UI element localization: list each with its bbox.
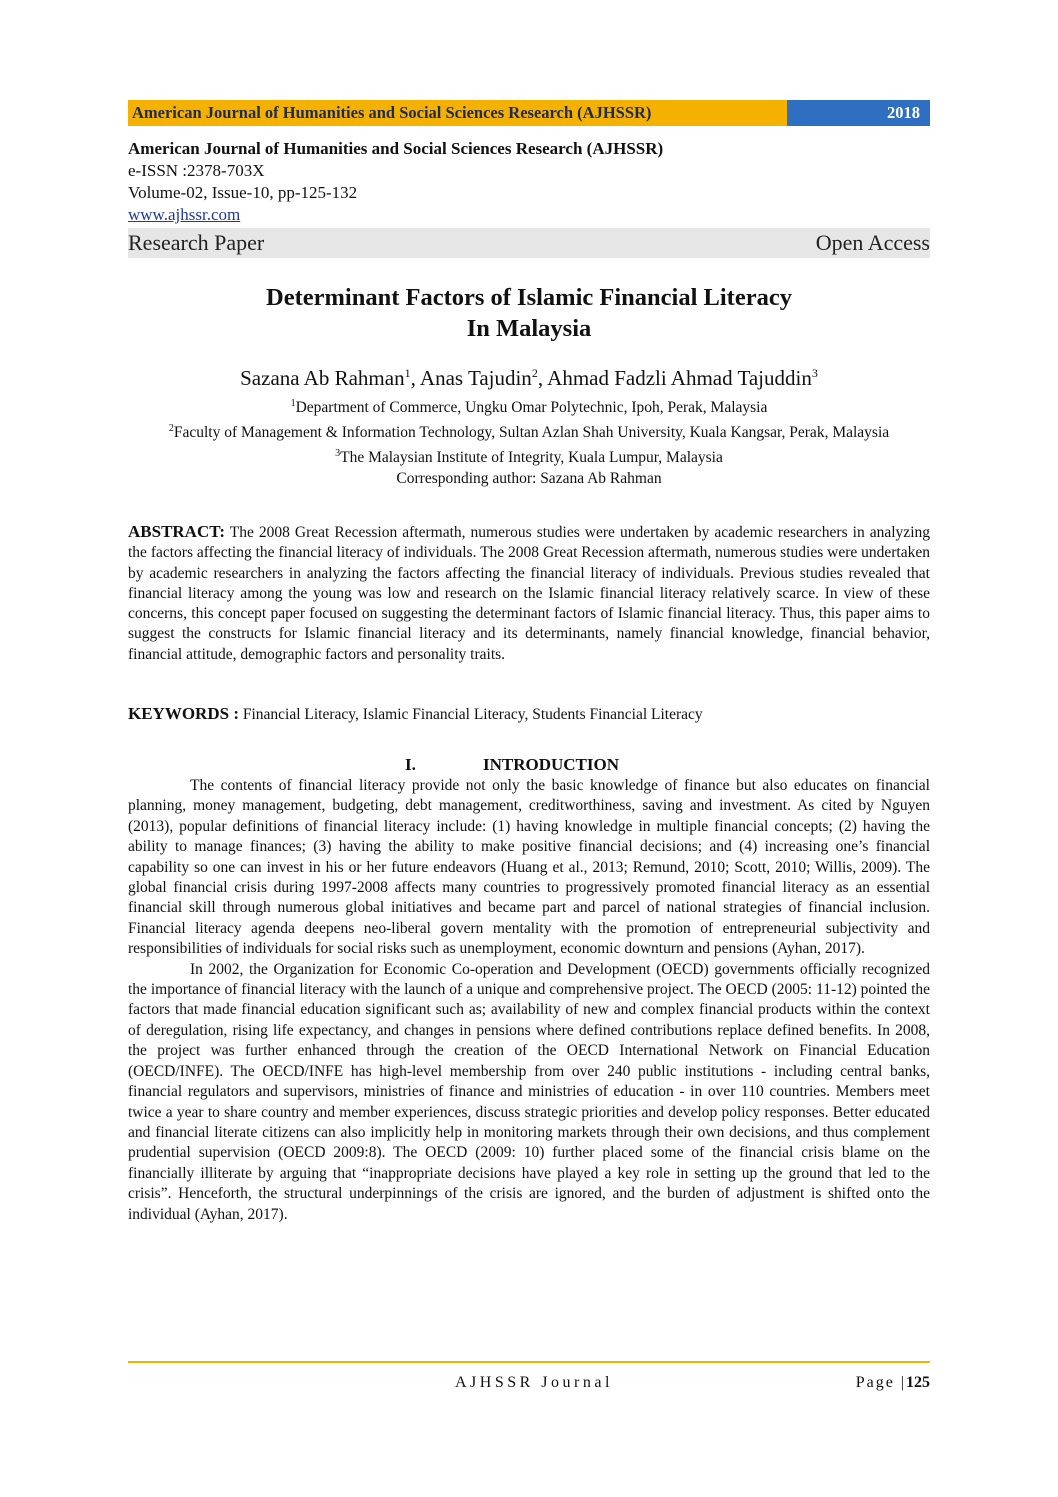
author-affiliation-mark: 3 (811, 366, 818, 380)
keywords (128, 704, 930, 724)
footer-journal: AJHSSR Journal (455, 1374, 613, 1391)
running-header-year: 2018 (787, 100, 930, 126)
journal-info (128, 138, 930, 226)
abstract (128, 522, 930, 665)
affiliation-text: Department of Commerce, Ungku Omar Polytechnic, Ipoh, Perak, Malaysia (295, 399, 768, 417)
paper-title-line-2: In Malaysia (466, 315, 592, 342)
affiliation (128, 443, 930, 468)
journal-eissn: e-ISSN :2378-703X (128, 161, 265, 180)
author-list (128, 366, 930, 391)
author-name: Sazana Ab Rahman (240, 366, 405, 390)
journal-name: American Journal of Humanities and Social Sciences Research (AJHSSR) (128, 139, 664, 158)
running-header-journal: American Journal of Humanities and Social Sciences Research (AJHSSR) (128, 100, 787, 126)
keywords-text: Financial Literacy, Islamic Financial Literacy, Students Financial Literacy (242, 706, 703, 723)
paragraph: The contents of financial literacy provide not only the basic knowledge of finance but also educates on financial planning, money management, budgeting, debt management, creditworthiness, saving and investment. As cited by Nguyen (2013), popular definitions of financial literacy include: (1) having knowledge in multiple financial concepts; (2) having the ability to manage finances; (3) having the ability to make positive financial decisions; and (4) increasing one’s financial capability so one can invest in his or her future endeavors (Huang et al., 2013; Remund, 2010; Scott, 2010; Willis, 2009). The global financial crisis during 1997-2008 affects many countries to progressively promoted financial literacy as an essential financial skill through numerous global initiatives and became part and parcel of national strategies of financial inclusion. Financial literacy agenda deepens neo-liberal govern mentality with the promotion of entrepreneurial subjectivity and responsibilities of individuals for social risks such as unemployment, economic downturn and pensions (Ayhan, 2017). (128, 777, 930, 958)
author-name: Anas Tajudin (419, 366, 532, 390)
affiliation-mark: 3 (335, 448, 341, 460)
paragraph: In 2002, the Organization for Economic Co-operation and Development (OECD) governments officially recognized the importance of financial literacy with the launch of a unique and comprehensive project. The OECD (2005: 11-12) pointed the factors that made financial education significant such as; availability of new and complex financial products within the context of deregulation, rising life expectancy, and changes in pensions where defined contributions replace defined benefits. In 2008, the project was further enhanced through the creation of the OECD International Network on Financial Education (OECD/INFE). The OECD/INFE has high-level membership from over 240 public institutions - including central banks, financial regulators and supervisors, ministries of finance and ministries of education - in over 110 countries. Members meet twice a year to share country and member experiences, discuss strategic priorities and develop policy responses. Better educated and financial literate citizens can also implicitly help in monitoring markets through their own decisions, and thus complement prudential supervision (OECD 2009:8). The OECD (2009: 10) further placed some of the financial crisis blame on the financially illiterate by arguing that “inappropriate decisions have played a key role in setting up the ground that led to the crisis”. Henceforth, the structural underpinnings of the crisis are ignored, and the burden of adjustment is shifted onto the individual (Ayhan, 2017). (128, 960, 930, 1223)
footer-page-number: 125 (906, 1374, 930, 1391)
paper-title (128, 282, 930, 344)
paper-type: Research Paper (128, 230, 265, 255)
introduction-body (128, 776, 930, 1225)
author-separator: , (537, 366, 548, 390)
section-number: I. (405, 755, 416, 774)
author-affiliation-mark: 1 (404, 366, 411, 380)
footer-page (856, 1374, 930, 1392)
author-name: Ahmad Fadzli Ahmad Tajuddin (547, 366, 812, 390)
paper-title-line-1: Determinant Factors of Islamic Financial Literacy (266, 284, 792, 311)
affiliation-mark: 1 (290, 398, 296, 409)
affiliation-list (128, 393, 930, 489)
paper-type-bar (128, 228, 930, 258)
section-title: INTRODUCTION (483, 755, 620, 774)
running-header (128, 100, 930, 126)
affiliation-mark: 2 (168, 423, 174, 435)
affiliation (128, 393, 930, 418)
author-separator: , (410, 366, 420, 390)
footer-rule (128, 1361, 930, 1363)
affiliation-text: Faculty of Management & Information Technology, Sultan Azlan Shah University, Kuala Kangsar, Perak, Malaysia (173, 424, 890, 442)
author-affiliation-mark: 2 (531, 366, 538, 380)
journal-volume: Volume-02, Issue-10, pp-125-132 (128, 183, 358, 202)
journal-url-link[interactable]: www.ajhssr.com (128, 205, 241, 224)
abstract-label: ABSTRACT: (128, 522, 225, 541)
keywords-label: KEYWORDS : (128, 704, 239, 723)
access-type: Open Access (815, 230, 930, 255)
corresponding-author: Corresponding author: Sazana Ab Rahman (396, 470, 662, 488)
affiliation-text: The Malaysian Institute of Integrity, Kuala Lumpur, Malaysia (340, 449, 723, 467)
footer-page-label: Page | (855, 1374, 906, 1391)
abstract-text: The 2008 Great Recession aftermath, numerous studies were undertaken by academic researchers in analyzing the factors affecting the financial literacy of individuals. The 2008 Great Recession aftermath, numerous studies were undertaken by academic researchers in analyzing the factors affecting the financial literacy of individuals. Previous studies revealed that financial literacy among the young was low and research on the Islamic financial literacy relatively scarce. In view of these concerns, this concept paper focused on suggesting the determinant factors of Islamic financial literacy. Thus, this paper aims to suggest the constructs for Islamic financial literacy and its determinants, namely financial knowledge, financial behavior, financial attitude, demographic factors and personality traits. (128, 524, 930, 663)
affiliation (128, 418, 930, 443)
